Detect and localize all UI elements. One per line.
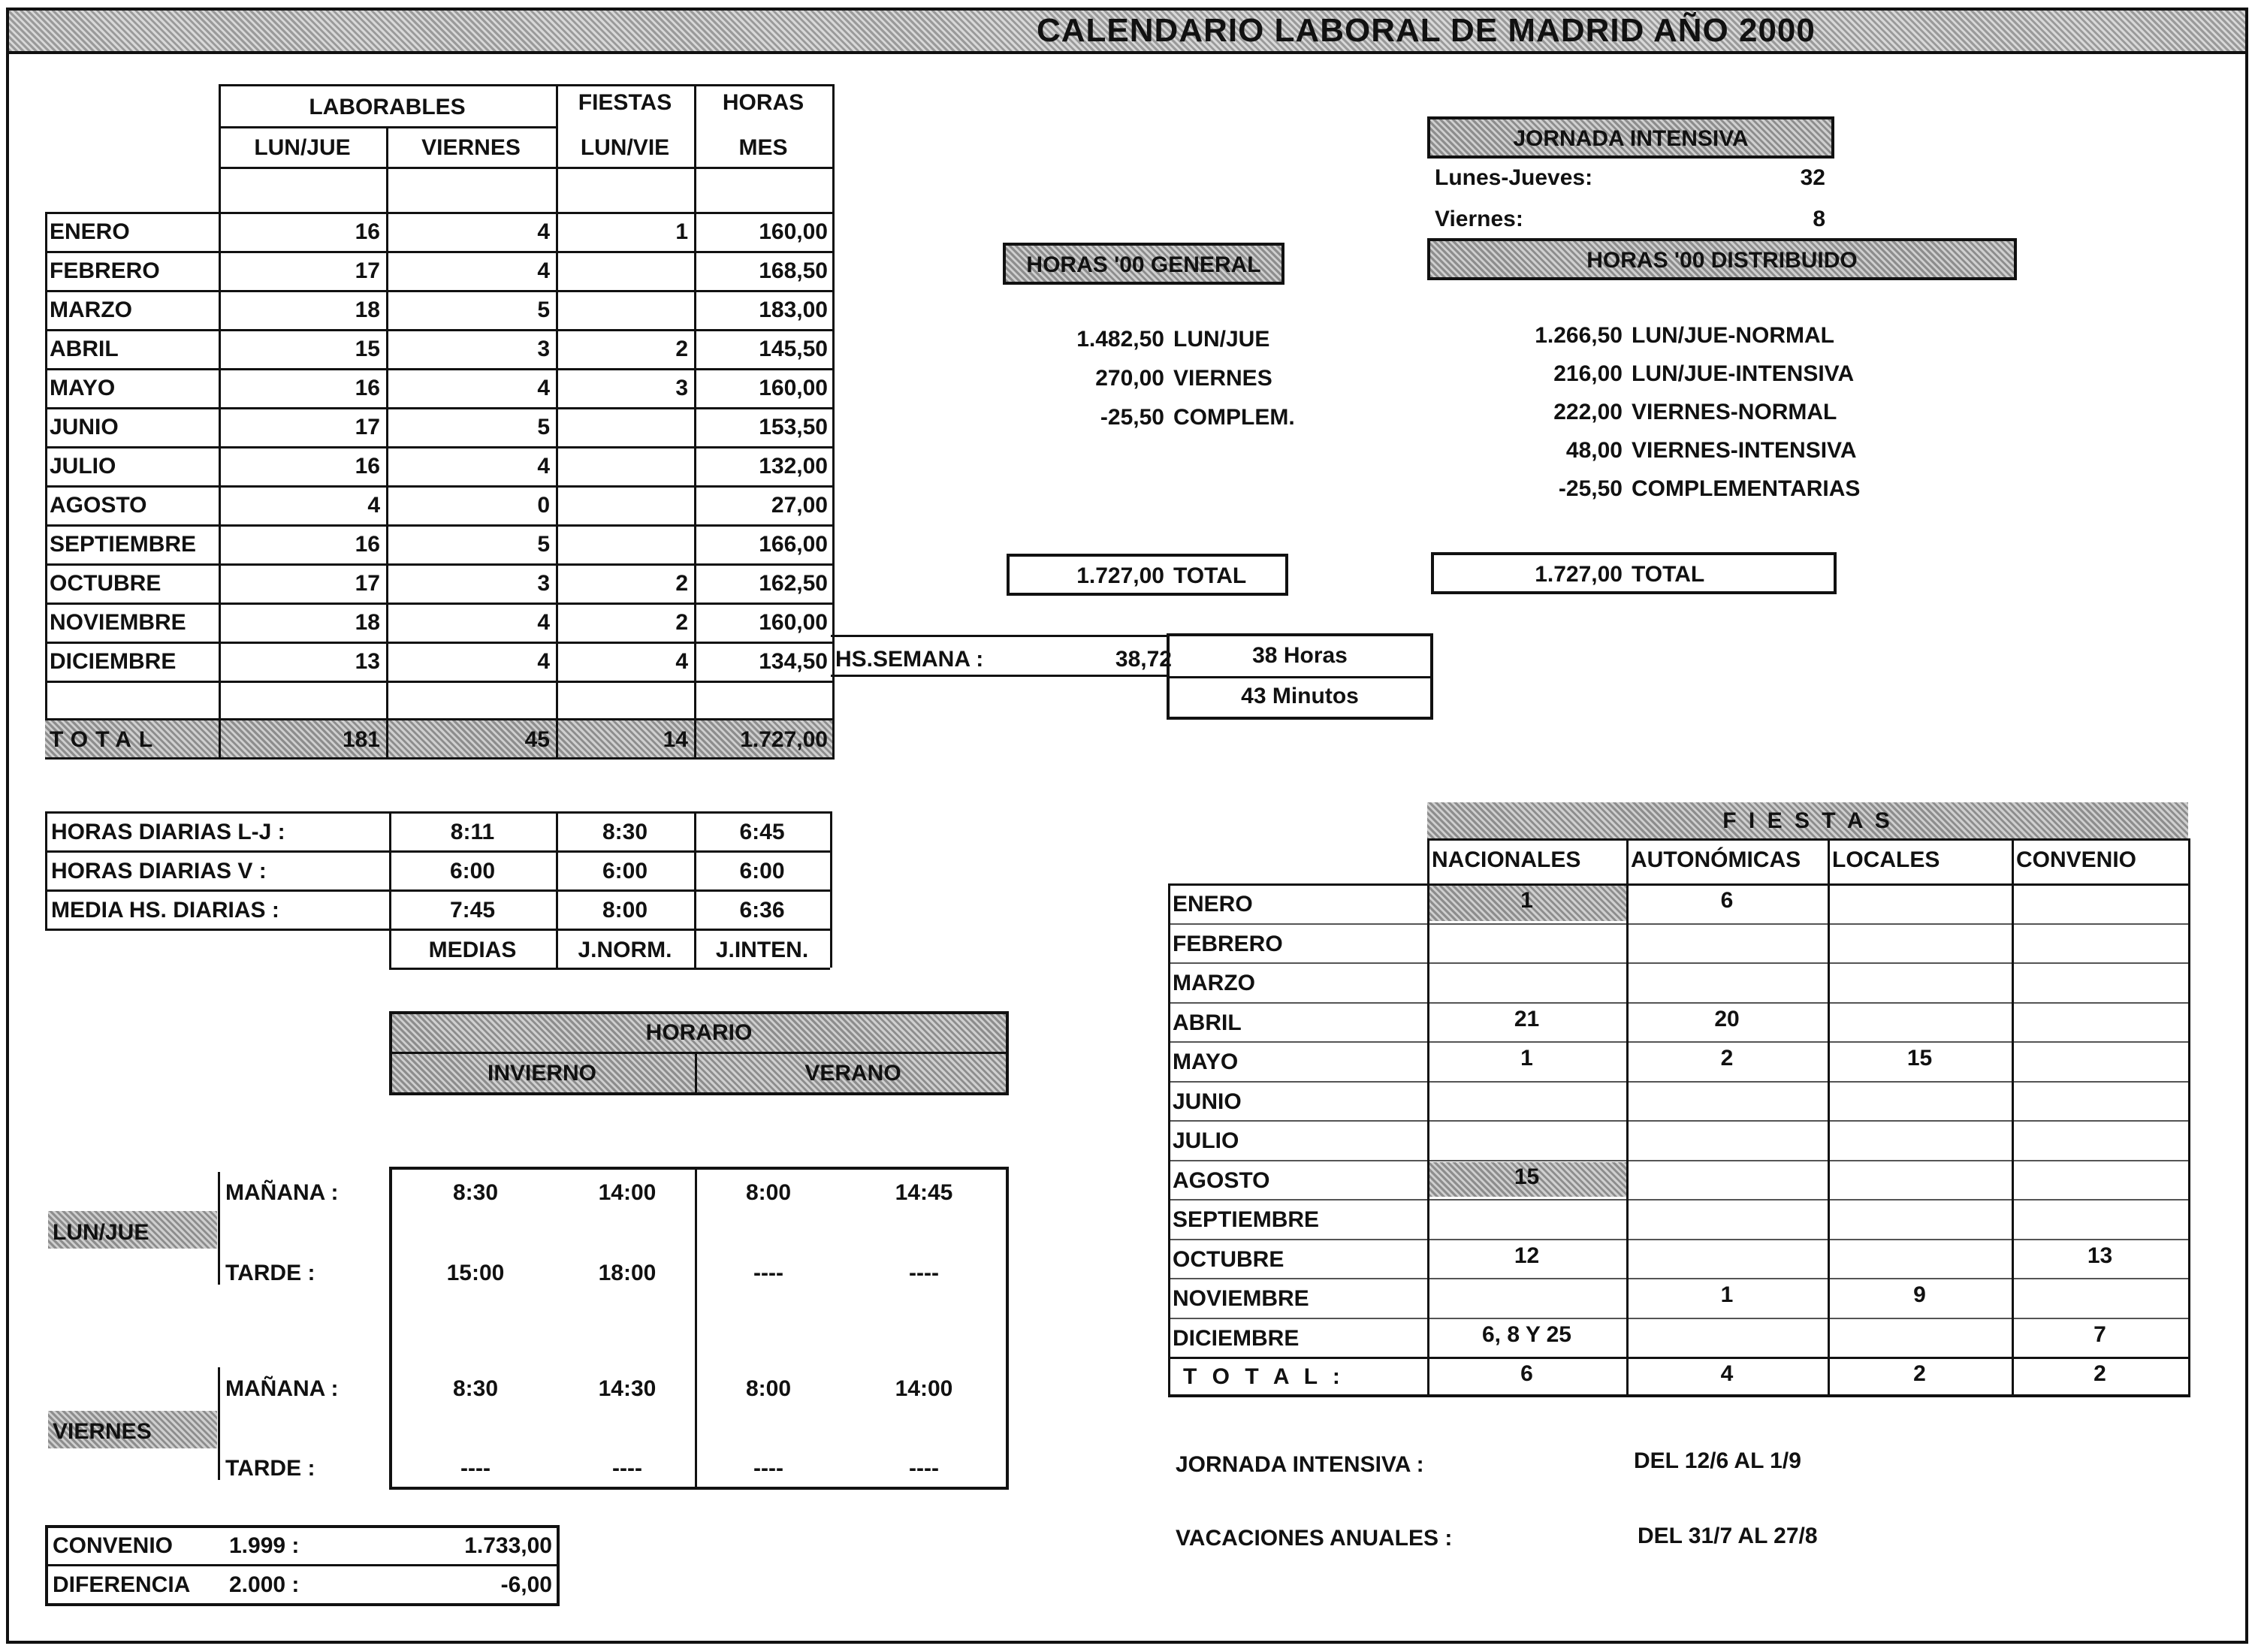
horas-cell: 132,00 (759, 454, 828, 479)
fiestas-autonomicas-cell: 2 (1720, 1046, 1734, 1071)
horas-general-label: LUN/JUE (1173, 327, 1270, 352)
horas-general-label: COMPLEM. (1173, 405, 1295, 430)
lunjue-cell: 17 (355, 571, 380, 596)
row-line (45, 850, 830, 853)
row-line (45, 368, 832, 370)
fiestas-autonomicas-cell: 20 (1714, 1006, 1740, 1031)
lunjue-cell: 16 (355, 532, 380, 557)
fiestas-total-cell: 4 (1720, 1361, 1734, 1386)
col-line (830, 811, 832, 968)
fiestas-cell: 3 (675, 376, 688, 400)
lunjue-cell: 18 (355, 610, 380, 635)
col-line (1168, 883, 1170, 1397)
horario-time-cell: 14:00 (895, 1376, 953, 1401)
row-line (1427, 838, 2190, 841)
horas-distribuido-value: 1.266,50 (1535, 323, 1623, 348)
diarias-jinten: 6:45 (739, 820, 785, 844)
jornada-lunes-value: 32 (1800, 165, 1825, 190)
col-line-left (45, 212, 47, 757)
row-line (45, 446, 832, 448)
row-line (1168, 1357, 2190, 1359)
page-title: CALENDARIO LABORAL DE MADRID AÑO 2000 (1037, 12, 1816, 49)
horas-diarias-table (45, 811, 834, 977)
row-line (45, 757, 835, 760)
diarias-jnorm: 8:30 (602, 820, 648, 844)
col-line (45, 811, 47, 929)
fiestas-locales-cell: 15 (1906, 1046, 1933, 1071)
horas-cell: 145,50 (759, 337, 828, 361)
horario-row-label: MAÑANA : (225, 1376, 339, 1401)
header-lunvie: LUN/VIE (580, 135, 670, 160)
jornada-viernes-label: Viernes: (1435, 207, 1523, 231)
horario-time-cell: ---- (909, 1261, 939, 1285)
hs-semana-label: HS.SEMANA : (835, 647, 984, 672)
diferencia-label: DIFERENCIA (53, 1572, 191, 1597)
row-line (45, 681, 832, 683)
month-label: SEPTIEMBRE (50, 532, 197, 557)
lunjue-cell: 16 (355, 376, 380, 400)
lunjue-bracket (218, 1172, 220, 1285)
horario-time-cell: 15:00 (446, 1261, 505, 1285)
horario-schedule-frame (389, 1167, 1009, 1490)
month-label: ENERO (50, 219, 130, 244)
col-line (2012, 838, 2014, 1397)
horas-distribuido-title: HORAS '00 DISTRIBUIDO (1586, 248, 1858, 273)
fiestas-nacionales-cell: 1 (1520, 1046, 1533, 1071)
viernes-cell: 4 (537, 376, 550, 400)
diferencia-year: 2.000 : (229, 1572, 300, 1597)
diarias-jnorm: 6:00 (602, 859, 648, 883)
horario-title: HORARIO (645, 1020, 753, 1045)
hs-semana-value: 38,72 (1115, 647, 1172, 672)
horario-time-cell: 18:00 (598, 1261, 657, 1285)
lunjue-cell: 4 (367, 493, 380, 518)
header-viernes: VIERNES (421, 135, 521, 160)
hs-semana-box-divider (1169, 676, 1432, 678)
horas-cell: 153,50 (759, 415, 828, 439)
col-line (1427, 838, 1429, 1397)
horas-distribuido-label: VIERNES-NORMAL (1632, 400, 1837, 424)
fiestas-total-cell: 2 (1913, 1361, 1926, 1386)
row-line (1168, 1239, 2190, 1240)
viernes-cell: 4 (537, 258, 550, 283)
viernes-cell: 4 (537, 219, 550, 244)
horario-time-cell: ---- (753, 1261, 783, 1285)
horas-general-value: 1.482,50 (1076, 327, 1164, 352)
fiestas-table (1168, 802, 2193, 1407)
horas-distribuido-label: VIERNES-INTENSIVA (1632, 438, 1857, 463)
row-line (1168, 1278, 2190, 1279)
row-line (389, 968, 830, 970)
horas-distribuido-label: LUN/JUE-NORMAL (1632, 323, 1834, 348)
fiestas-month: ABRIL (1173, 1010, 1242, 1035)
lunjue-cell: 13 (355, 649, 380, 674)
fiestas-convenio-cell: 13 (2087, 1243, 2113, 1268)
horas-cell: 166,00 (759, 532, 828, 557)
month-label: MARZO (50, 297, 132, 322)
row-line (45, 524, 832, 527)
row-line (1168, 1002, 2190, 1004)
diarias-label: HORAS DIARIAS L-J : (51, 820, 285, 844)
fiestas-month: MARZO (1173, 971, 1255, 995)
header-mes: MES (738, 135, 788, 160)
diarias-footer-label: J.NORM. (578, 938, 672, 962)
fiestas-nacionales-cell: 15 (1514, 1164, 1540, 1189)
total-label: TOTAL (50, 727, 161, 752)
fiestas-col-header: LOCALES (1832, 847, 1940, 872)
convenio-row-divider (48, 1564, 557, 1566)
diarias-jnorm: 8:00 (602, 898, 648, 923)
header-lunjue: LUN/JUE (254, 135, 351, 160)
horario-time-cell: 8:00 (745, 1180, 792, 1205)
row-line (45, 811, 830, 814)
horas-distribuido-total-label: TOTAL (1632, 562, 1705, 587)
lunjue-cell: 18 (355, 297, 380, 322)
fiestas-total-label: T O T A L : (1183, 1364, 1345, 1389)
horas-cell: 134,50 (759, 649, 828, 674)
fiestas-total-cell: 6 (1520, 1361, 1533, 1386)
semana-horas: 38 Horas (1252, 643, 1348, 668)
lunjue-cell: 15 (355, 337, 380, 361)
month-label: ABRIL (50, 337, 119, 361)
horas-distribuido-value: -25,50 (1558, 476, 1623, 501)
fiestas-month: ENERO (1173, 892, 1253, 917)
horario-row-label: TARDE : (225, 1261, 315, 1285)
jornada-viernes-value: 8 (1813, 207, 1825, 231)
header-fiestas: FIESTAS (578, 90, 672, 115)
jornada-intensiva-title: JORNADA INTENSIVA (1513, 126, 1749, 151)
month-label: NOVIEMBRE (50, 610, 186, 635)
row-line (45, 485, 832, 488)
fiestas-autonomicas-cell: 6 (1720, 888, 1734, 913)
horario-time-cell: ---- (612, 1456, 642, 1481)
main-calendar-table (45, 84, 834, 766)
hs-semana-line (831, 635, 1169, 677)
fiestas-month: JULIO (1173, 1128, 1239, 1153)
row-line (45, 329, 832, 331)
total-fiestas: 14 (663, 727, 688, 752)
month-label: OCTUBRE (50, 571, 162, 596)
row-line (45, 603, 832, 605)
horas-general-total-value: 1.727,00 (1076, 563, 1164, 588)
horas-distribuido-value: 48,00 (1565, 438, 1623, 463)
month-label: AGOSTO (50, 493, 147, 518)
fiestas-month: DICIEMBRE (1173, 1325, 1300, 1351)
row-line (45, 212, 832, 214)
horario-time-cell: 8:30 (452, 1180, 499, 1205)
col-line (1626, 838, 1629, 1397)
lunjue-cell: 16 (355, 454, 380, 479)
row-line (1168, 1394, 2190, 1397)
col-line (2188, 838, 2190, 1397)
horas-cell: 160,00 (759, 376, 828, 400)
horario-time-cell: ---- (753, 1456, 783, 1481)
lunjue-cell: 16 (355, 219, 380, 244)
fiestas-autonomicas-cell: 1 (1720, 1282, 1734, 1307)
row-line (45, 290, 832, 292)
convenio-value: 1.733,00 (464, 1533, 552, 1558)
month-label: FEBRERO (50, 258, 160, 283)
fiestas-month: JUNIO (1173, 1089, 1242, 1114)
row-line (1168, 1318, 2190, 1319)
horario-time-cell: 14:30 (598, 1376, 657, 1401)
horario-invierno: INVIERNO (487, 1061, 597, 1086)
total-horas: 1.727,00 (740, 727, 828, 752)
diarias-medias: 7:45 (449, 898, 496, 923)
semana-minutos: 43 Minutos (1241, 684, 1359, 708)
row-line (45, 563, 832, 566)
fiestas-locales-cell: 9 (1913, 1282, 1926, 1307)
vacaciones-note-value: DEL 31/7 AL 27/8 (1638, 1524, 1818, 1548)
row-line (1168, 1120, 2190, 1122)
horas-cell: 160,00 (759, 610, 828, 635)
horas-distribuido-value: 216,00 (1553, 361, 1623, 386)
fiestas-convenio-cell: 7 (2093, 1321, 2106, 1347)
header-horas: HORAS (722, 90, 804, 115)
month-label: JULIO (50, 454, 116, 479)
diferencia-value: -6,00 (500, 1572, 552, 1597)
fiestas-col-header: CONVENIO (2016, 847, 2137, 872)
row-line (45, 929, 830, 931)
row-line (45, 251, 832, 253)
header-laborables: LABORABLES (309, 95, 466, 119)
fiestas-col-header: AUTONÓMICAS (1631, 847, 1801, 872)
horario-viernes-label: VIERNES (53, 1419, 152, 1444)
diarias-footer-label: MEDIAS (428, 938, 517, 962)
col-line (1828, 838, 1830, 1397)
fiestas-cell: 2 (675, 571, 688, 596)
lunjue-cell: 17 (355, 258, 380, 283)
total-lunjue: 181 (342, 727, 380, 752)
fiestas-nacionales-cell: 6, 8 Y 25 (1481, 1321, 1571, 1347)
diarias-medias: 6:00 (449, 859, 496, 883)
jornada-intensiva-note-value: DEL 12/6 AL 1/9 (1634, 1448, 1801, 1473)
horario-verano: VERANO (804, 1061, 901, 1086)
jornada-intensiva-note-label: JORNADA INTENSIVA : (1176, 1452, 1424, 1477)
convenio-year: 1.999 : (229, 1533, 300, 1558)
lunjue-cell: 17 (355, 415, 380, 439)
total-viernes: 45 (524, 727, 550, 752)
horario-time-cell: 14:00 (598, 1180, 657, 1205)
horario-title-divider (392, 1052, 1007, 1054)
horas-general-value: 270,00 (1095, 366, 1164, 391)
diarias-jinten: 6:00 (739, 859, 785, 883)
horario-time-cell: ---- (909, 1456, 939, 1481)
fiestas-month: SEPTIEMBRE (1173, 1207, 1320, 1232)
horario-time-cell: 14:45 (895, 1180, 953, 1205)
header-bottom-line (219, 167, 832, 169)
diarias-footer-label: J.INTEN. (715, 938, 809, 962)
month-label: JUNIO (50, 415, 119, 439)
viernes-cell: 5 (537, 297, 550, 322)
viernes-cell: 0 (537, 493, 550, 518)
diarias-label: MEDIA HS. DIARIAS : (51, 898, 279, 923)
horario-row-label: MAÑANA : (225, 1180, 339, 1205)
col-line (832, 718, 835, 757)
horario-grid-divider (695, 1168, 697, 1488)
viernes-cell: 3 (537, 571, 550, 596)
fiestas-nacionales-cell: 1 (1520, 888, 1533, 913)
row-line (1168, 923, 2190, 925)
row-line (1168, 883, 2190, 886)
viernes-cell: 3 (537, 337, 550, 361)
jornada-lunes-label: Lunes-Jueves: (1435, 165, 1593, 190)
horario-time-cell: ---- (460, 1456, 491, 1481)
month-label: DICIEMBRE (50, 649, 177, 674)
fiestas-col-header: NACIONALES (1432, 847, 1581, 872)
convenio-label: CONVENIO (53, 1533, 174, 1558)
horario-lunjue-label: LUN/JUE (53, 1220, 149, 1245)
row-line (1168, 1081, 2190, 1083)
row-line (45, 642, 832, 644)
diarias-medias: 8:11 (450, 820, 495, 844)
horas-general-total-label: TOTAL (1173, 563, 1247, 588)
vacaciones-note-label: VACACIONES ANUALES : (1176, 1526, 1453, 1551)
viernes-cell: 5 (537, 532, 550, 557)
row-line (1168, 1199, 2190, 1200)
horas-cell: 162,50 (759, 571, 828, 596)
viernes-bracket (218, 1367, 220, 1480)
horas-distribuido-total-value: 1.727,00 (1535, 562, 1623, 587)
fiestas-nacionales-cell: 21 (1514, 1006, 1540, 1031)
horas-cell: 183,00 (759, 297, 828, 322)
fiestas-total-cell: 2 (2093, 1361, 2106, 1386)
row-line (1168, 1160, 2190, 1161)
fiestas-month: FEBRERO (1173, 931, 1283, 956)
horario-time-cell: 8:00 (745, 1376, 792, 1401)
horas-general-title: HORAS '00 GENERAL (1026, 252, 1261, 277)
viernes-cell: 4 (537, 649, 550, 674)
row-line (1168, 1041, 2190, 1043)
horas-cell: 168,50 (759, 258, 828, 283)
fiestas-month: MAYO (1173, 1049, 1239, 1074)
fiestas-month: OCTUBRE (1173, 1246, 1284, 1272)
horas-distribuido-label: LUN/JUE-INTENSIVA (1632, 361, 1855, 386)
row-line (1168, 962, 2190, 964)
diarias-label: HORAS DIARIAS V : (51, 859, 267, 883)
horario-row-label: TARDE : (225, 1456, 315, 1481)
fiestas-cell: 1 (675, 219, 688, 244)
viernes-cell: 4 (537, 610, 550, 635)
diarias-jinten: 6:36 (739, 898, 785, 923)
fiestas-cell: 2 (675, 610, 688, 635)
header-top-line (219, 84, 832, 86)
horas-cell: 27,00 (771, 493, 828, 518)
fiestas-nacionales-cell: 12 (1514, 1243, 1540, 1268)
row-line (45, 407, 832, 409)
horas-general-label: VIERNES (1173, 366, 1272, 391)
viernes-cell: 5 (537, 415, 550, 439)
month-label: MAYO (50, 376, 116, 400)
horas-distribuido-label: COMPLEMENTARIAS (1632, 476, 1861, 501)
horas-general-value: -25,50 (1100, 405, 1164, 430)
fiestas-title: F I E S T A S (1722, 808, 1893, 833)
row-line (45, 889, 830, 892)
fiestas-month: NOVIEMBRE (1173, 1286, 1309, 1311)
fiestas-cell: 2 (675, 337, 688, 361)
fiestas-month: AGOSTO (1173, 1167, 1270, 1193)
fiestas-cell: 4 (675, 649, 688, 674)
horas-cell: 160,00 (759, 219, 828, 244)
horario-time-cell: 8:30 (452, 1376, 499, 1401)
viernes-cell: 4 (537, 454, 550, 479)
horas-distribuido-value: 222,00 (1553, 400, 1623, 424)
